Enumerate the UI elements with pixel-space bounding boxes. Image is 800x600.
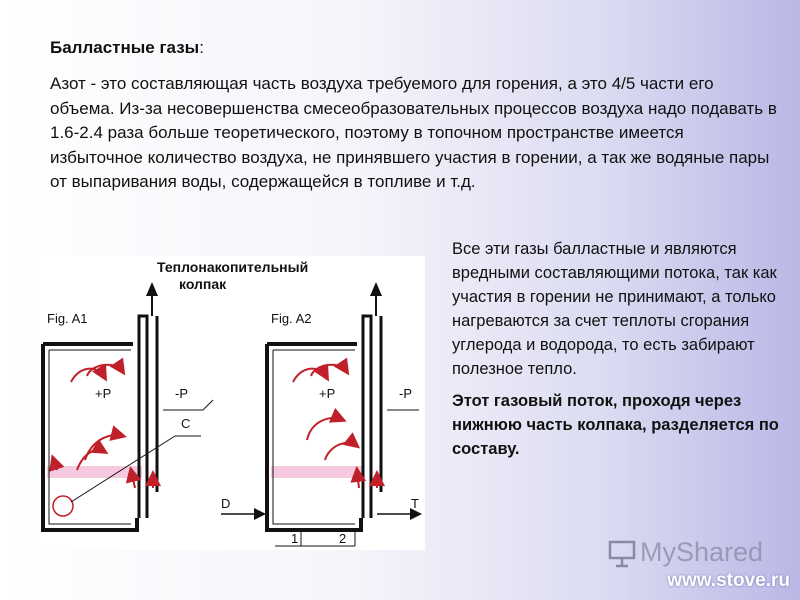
fig-a2-label: Fig. A2 [271,311,312,326]
figure-heading-line1: Теплонакопительный [157,259,309,275]
watermark-logo [608,537,763,568]
fig-a1-pipe [139,316,147,518]
fig-a2-pink-band [271,466,363,478]
fig-a1-label: Fig. A1 [47,311,88,326]
label-t: T [411,496,419,511]
fig-a1-label-c: C [181,416,191,431]
fig-a1-minus-p: -P [175,386,188,401]
label-d: D [221,496,231,511]
fig-a2-minus-p: -P [399,386,412,401]
label-2: 2 [339,531,347,546]
heat-storage-hood-diagram [35,256,425,550]
side-bold-paragraph: Этот газовый поток, проходя через нижнюю часть колпака, разделяется по составу. [452,392,779,458]
site-url-link[interactable]: www.stove.ru [667,570,790,591]
fig-a1-pink-band [47,466,142,478]
side-paragraph: Все эти газы балластные и являются вредными составляющими потока, так как участия в горении не принимают, а только нагреваются за счет теплоты сгорания углерода и водорода, то есть забирают полезное тепло. [452,240,777,378]
title-text: Балластные газы [50,38,200,57]
figure-heading-line2: колпак [179,276,227,292]
slide-title [50,38,204,58]
label-1: 1 [291,531,299,546]
fig-a2-red-arrow [293,369,327,382]
intro-paragraph: Азот - это составляющая часть воздуха требуемого для горения, а это 4/5 части его объема. Из-за несовершенства смесеобразовательных процессов воздуха надо подавать в 1.6-2.4 раза больше теоретического, поэтому в топочном пространстве имеется избыточное количество воздуха, не принявшего участия в горении, а так же водяные пары от выпаривания воды, содержащейся в топливе и т.д. [50,74,777,191]
fig-a2-up-arrow [370,282,382,296]
fig-a2-plus-p: +P [319,386,336,401]
diagram-svg [35,256,425,550]
watermark-text: MyShared [640,537,764,567]
fig-a1-up-arrow [146,282,158,296]
title-colon: : [199,38,204,57]
side-text-block [452,237,782,461]
fig-a1-circle-c [53,496,73,516]
fig-a1-plus-p: +P [95,386,112,401]
fig-a2-pipe [363,316,371,518]
